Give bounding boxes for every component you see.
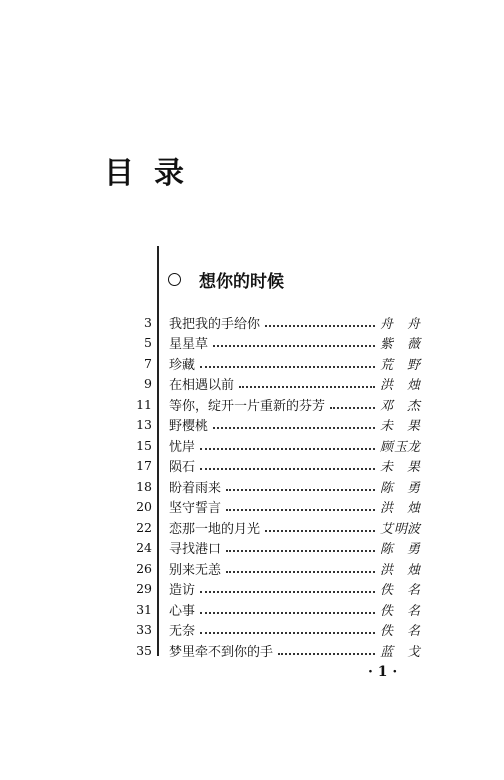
- toc-entry[interactable]: [120, 435, 420, 456]
- toc-author-char: 邓: [380, 398, 394, 414]
- toc-author-char: 玉龙: [393, 439, 420, 455]
- toc-title: 别来无恙: [169, 562, 222, 578]
- toc-author: [380, 600, 420, 619]
- toc-author: [380, 641, 420, 660]
- toc-author-char: 名: [406, 603, 420, 619]
- toc-page-number: 17: [136, 458, 152, 474]
- page-title: 目录: [104, 156, 204, 191]
- toc-author-char: 佚: [380, 624, 394, 640]
- toc-entry[interactable]: [120, 620, 420, 641]
- toc-leader-dots: [239, 385, 375, 388]
- toc-author: [380, 579, 420, 598]
- toc-author-char: 艾: [380, 521, 394, 537]
- toc-author-char: 顾: [380, 439, 394, 455]
- toc-author-char: 荒: [380, 357, 394, 373]
- toc-entry[interactable]: [120, 640, 420, 661]
- toc-title: 忧岸: [169, 439, 196, 455]
- toc-title: 我把我的手给你: [169, 316, 261, 332]
- toc-title: 造访: [169, 583, 196, 599]
- toc-entry[interactable]: [120, 312, 420, 333]
- toc-leader-dots: [213, 344, 375, 347]
- toc-author: [380, 620, 420, 639]
- toc-author-char: 未: [380, 460, 394, 476]
- toc-page-number: 11: [136, 396, 152, 412]
- toc-author-char: 蓝: [380, 644, 394, 660]
- toc-page-number: 13: [136, 417, 152, 433]
- toc-author-char: 果: [406, 419, 420, 435]
- circle-icon: [168, 273, 181, 286]
- toc-author-char: 明波: [393, 521, 420, 537]
- toc-leader-dots: [226, 488, 375, 491]
- toc-author-char: 佚: [380, 583, 394, 599]
- toc-author: [380, 456, 420, 475]
- toc-title: 星星草: [169, 337, 209, 353]
- toc-author: [380, 497, 420, 516]
- toc-title: 等你，绽开一片重新的芬芳: [169, 398, 326, 414]
- toc-author: [380, 333, 420, 352]
- toc-author-char: 果: [406, 460, 420, 476]
- toc-author-char: 名: [406, 624, 420, 640]
- toc-author-char: 烛: [406, 501, 420, 517]
- toc-page-number: 15: [136, 437, 152, 453]
- toc-author-char: 佚: [380, 603, 394, 619]
- toc-list: [120, 312, 420, 661]
- toc-entry[interactable]: [120, 394, 420, 415]
- toc-author-char: 名: [406, 583, 420, 599]
- toc-page-number: 5: [144, 335, 152, 351]
- toc-entry[interactable]: [120, 558, 420, 579]
- toc-entry[interactable]: [120, 333, 420, 354]
- toc-leader-dots: [213, 426, 375, 429]
- toc-page-number: 9: [144, 376, 152, 392]
- toc-title: 心事: [169, 603, 196, 619]
- toc-author-char: 烛: [406, 562, 420, 578]
- toc-title: 恋那一地的月光: [169, 521, 261, 537]
- toc-author: [380, 415, 420, 434]
- toc-page-number: 3: [144, 314, 152, 330]
- toc-author: [380, 395, 420, 414]
- toc-author-char: 洪: [380, 562, 394, 578]
- toc-author: [380, 374, 420, 393]
- toc-leader-dots: [265, 324, 375, 327]
- toc-leader-dots: [226, 549, 375, 552]
- toc-entry[interactable]: [120, 517, 420, 538]
- toc-author-char: 紫: [380, 337, 394, 353]
- toc-page-number: 33: [136, 622, 152, 638]
- toc-author-char: 舟: [406, 316, 420, 332]
- toc-author-char: 野: [406, 357, 420, 373]
- toc-page-number: 22: [136, 519, 152, 535]
- toc-leader-dots: [200, 631, 375, 634]
- toc-author: [380, 538, 420, 557]
- toc-entry[interactable]: [120, 415, 420, 436]
- toc-title: 陨石: [169, 460, 196, 476]
- toc-author: [380, 477, 420, 496]
- toc-page-number: 29: [136, 581, 152, 597]
- toc-author-char: 勇: [406, 480, 420, 496]
- toc-author-char: 舟: [380, 316, 394, 332]
- toc-author-char: 洪: [380, 501, 394, 517]
- toc-entry[interactable]: [120, 476, 420, 497]
- toc-entry[interactable]: [120, 599, 420, 620]
- toc-leader-dots: [226, 570, 375, 573]
- toc-leader-dots: [330, 406, 375, 409]
- toc-page-number: 20: [136, 499, 152, 515]
- toc-title: 无奈: [169, 624, 196, 640]
- toc-author-char: 薇: [406, 337, 420, 353]
- toc-author-char: 戈: [406, 644, 420, 660]
- toc-leader-dots: [200, 365, 375, 368]
- toc-page-number: 31: [136, 601, 152, 617]
- toc-entry[interactable]: [120, 374, 420, 395]
- toc-author-char: 未: [380, 419, 394, 435]
- toc-page-number: 35: [136, 642, 152, 658]
- toc-title: 野樱桃: [169, 419, 209, 435]
- toc-leader-dots: [200, 611, 375, 614]
- toc-author-char: 洪: [380, 378, 394, 394]
- toc-author: [380, 354, 420, 373]
- toc-author-char: 杰: [406, 398, 420, 414]
- toc-title: 寻找港口: [169, 542, 222, 558]
- toc-leader-dots: [226, 508, 375, 511]
- toc-author: [380, 559, 420, 578]
- toc-leader-dots: [200, 447, 375, 450]
- toc-entry[interactable]: [120, 579, 420, 600]
- toc-entry[interactable]: [120, 353, 420, 374]
- page-number: · 1 ·: [368, 664, 398, 680]
- toc-page-number: 7: [144, 355, 152, 371]
- toc-author-char: 陈: [380, 542, 394, 558]
- section-title: 想你的时候: [199, 271, 284, 292]
- toc-page-number: 24: [136, 540, 152, 556]
- toc-author: [380, 518, 420, 537]
- toc-author-char: 陈: [380, 480, 394, 496]
- toc-entry[interactable]: [120, 456, 420, 477]
- toc-title: 坚守誓言: [169, 501, 222, 517]
- toc-author-char: 勇: [406, 542, 420, 558]
- toc-title: 梦里牵不到你的手: [169, 644, 274, 660]
- toc-entry[interactable]: [120, 497, 420, 518]
- toc-leader-dots: [278, 652, 375, 655]
- toc-page-number: 18: [136, 478, 152, 494]
- toc-page-number: 26: [136, 560, 152, 576]
- toc-author-char: 烛: [406, 378, 420, 394]
- toc-title: 珍藏: [169, 357, 196, 373]
- toc-author: [380, 313, 420, 332]
- toc-leader-dots: [200, 467, 375, 470]
- toc-leader-dots: [265, 529, 375, 532]
- toc-author: [380, 436, 420, 455]
- toc-title: 在相遇以前: [169, 378, 235, 394]
- section-heading: [168, 266, 284, 292]
- toc-entry[interactable]: [120, 538, 420, 559]
- toc-leader-dots: [200, 590, 375, 593]
- toc-title: 盼着雨来: [169, 480, 222, 496]
